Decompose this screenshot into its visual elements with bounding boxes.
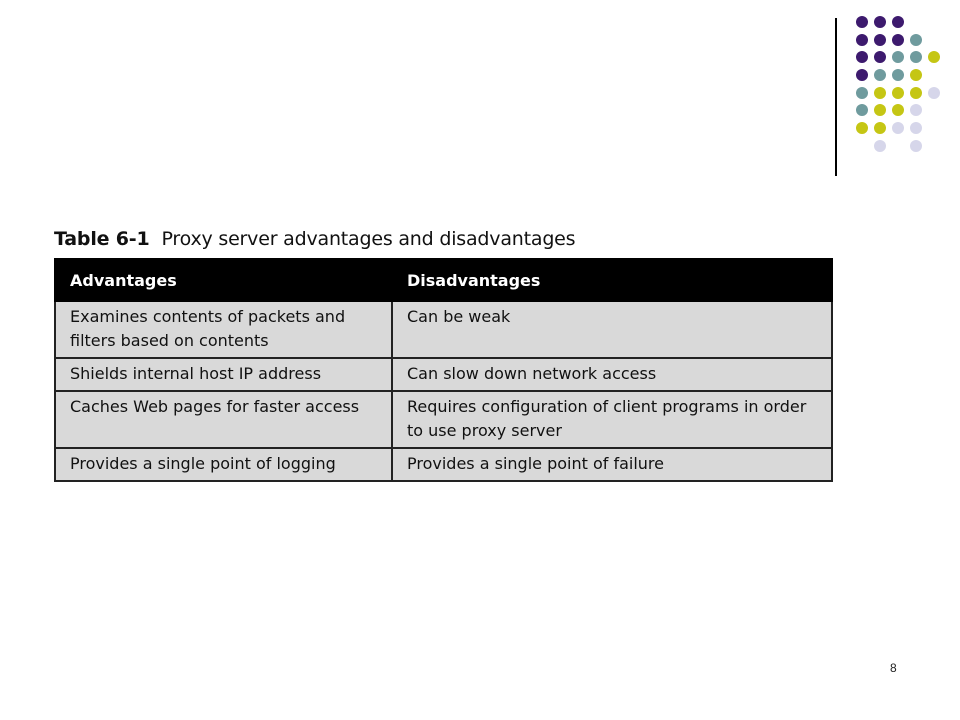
- advantage-cell: Shields internal host IP address: [55, 358, 392, 391]
- header-advantages: Advantages: [55, 259, 392, 301]
- table-row: [55, 391, 832, 448]
- page-number: 8: [890, 661, 897, 675]
- disadvantage-cell: Provides a single point of failure: [392, 448, 832, 481]
- table-number: Table 6-1: [54, 228, 150, 250]
- dot-grid-decoration: [850, 14, 950, 164]
- header-disadvantages: Disadvantages: [392, 259, 832, 301]
- table-title: Proxy server advantages and disadvantages: [161, 228, 576, 250]
- table-row: [55, 301, 832, 358]
- disadvantage-cell: Can be weak: [392, 301, 832, 358]
- disadvantage-cell: Can slow down network access: [392, 358, 832, 391]
- proxy-comparison-table: [54, 258, 833, 482]
- table-caption: [54, 228, 575, 250]
- table-header-row: [55, 259, 832, 301]
- advantage-cell: Provides a single point of logging: [55, 448, 392, 481]
- divider-line: [835, 18, 837, 176]
- disadvantage-cell: Requires configuration of client programs in order to use proxy server: [392, 391, 832, 448]
- advantage-cell: Caches Web pages for faster access: [55, 391, 392, 448]
- table-row: [55, 358, 832, 391]
- table-row: [55, 448, 832, 481]
- advantage-cell: Examines contents of packets and filters based on contents: [55, 301, 392, 358]
